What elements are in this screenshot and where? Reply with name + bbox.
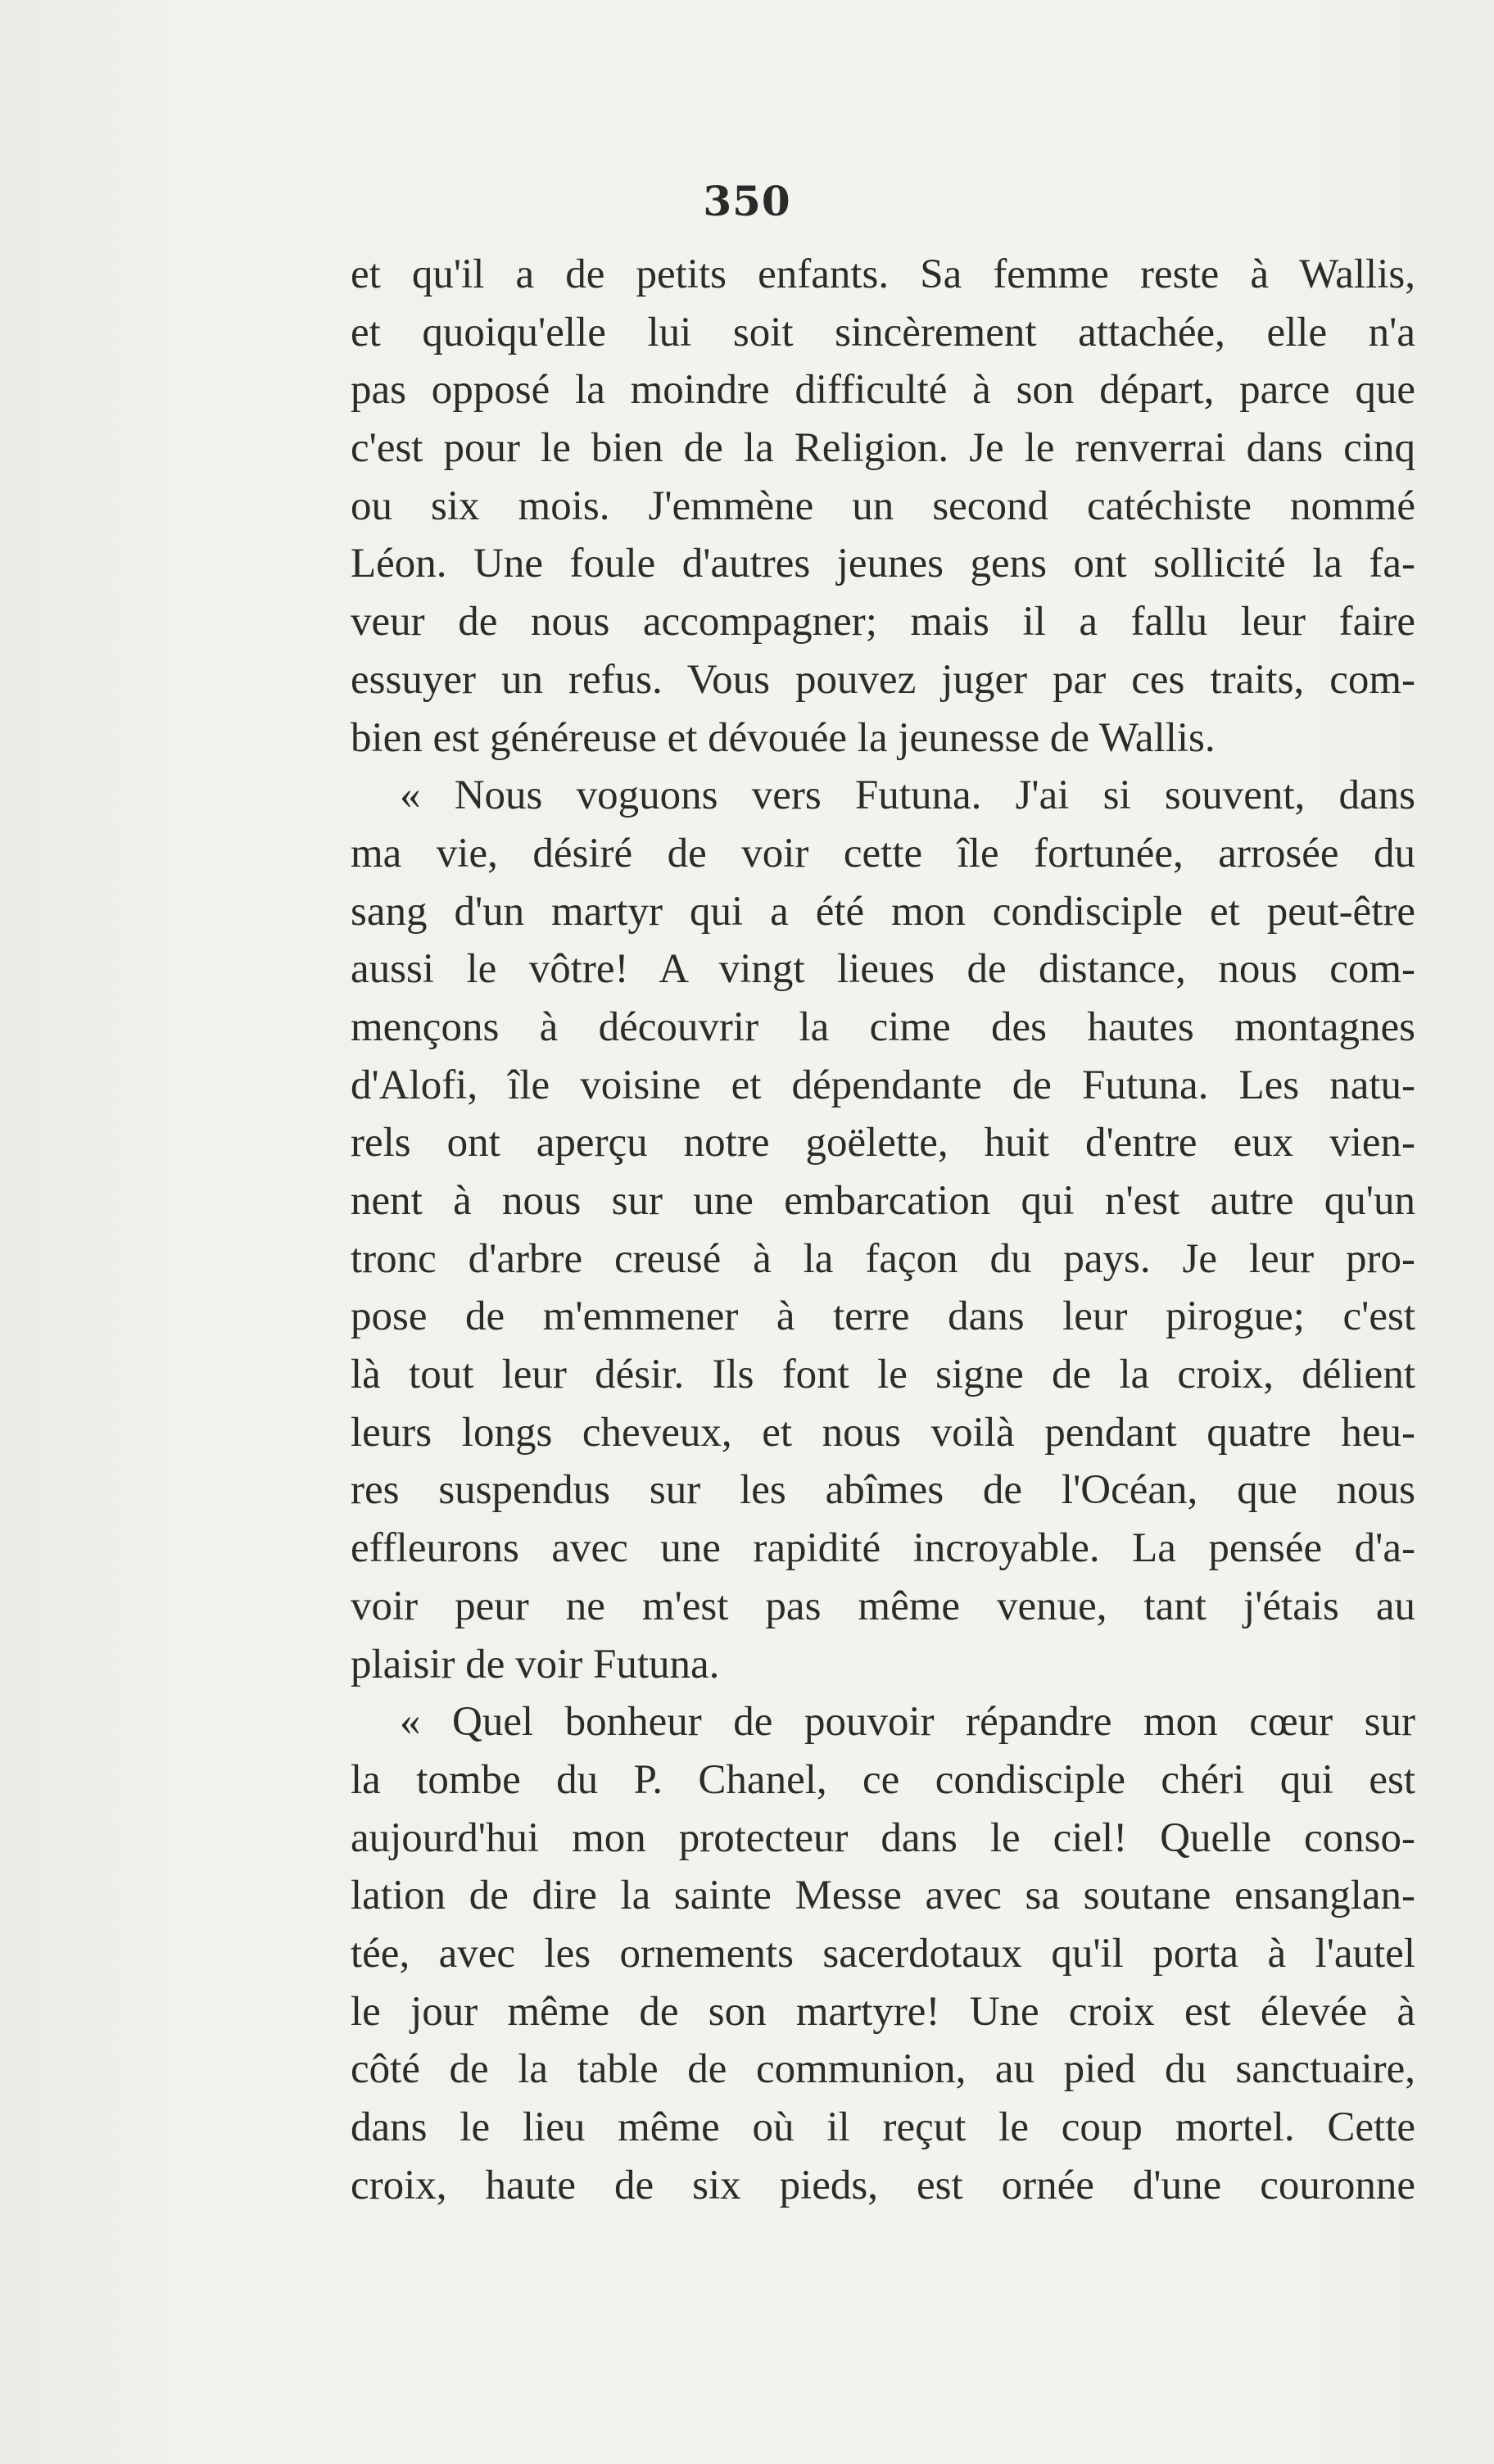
text-line: essuyer un refus. Vous pouvez juger par ces traits, com- <box>351 656 1415 703</box>
text-line: et qu'il a de petits enfants. Sa femme reste à Wallis, <box>351 251 1415 297</box>
text-line: mençons à découvrir la cime des hautes montagnes <box>351 1003 1415 1050</box>
body-text <box>351 246 1415 2214</box>
text-line: d'Alofi, île voisine et dépendante de Futuna. Les natu- <box>351 1062 1415 1108</box>
text-line: « Quel bonheur de pouvoir répandre mon cœur sur <box>400 1699 1415 1746</box>
text-line: dans le lieu même où il reçut le coup mortel. Cette <box>351 2104 1415 2150</box>
text-line: c'est pour le bien de la Religion. Je le renverrai dans cinq <box>351 425 1415 472</box>
text-line: veur de nous accompagner; mais il a fallu leur faire <box>351 599 1415 645</box>
text-line: tronc d'arbre creusé à la façon du pays. Je leur pro- <box>351 1235 1415 1282</box>
text-line: bien est généreuse et dévouée la jeunesse de Wallis. <box>351 714 1216 761</box>
text-line: voir peur ne m'est pas même venue, tant j'étais au <box>351 1583 1415 1629</box>
text-line: ma vie, désiré de voir cette île fortunée, arrosée du <box>351 830 1415 876</box>
text-line: et quoiqu'elle lui soit sincèrement attachée, elle n'a <box>351 309 1415 356</box>
text-line: tée, avec les ornements sacerdotaux qu'il porta à l'autel <box>351 1930 1415 1977</box>
text-line: le jour même de son martyre! Une croix est élevée à <box>351 1988 1415 2035</box>
text-line: rels ont aperçu notre goëlette, huit d'entre eux vien- <box>351 1120 1415 1166</box>
text-line: sang d'un martyr qui a été mon condisciple et peut-être <box>351 888 1415 935</box>
text-line: la tombe du P. Chanel, ce condisciple chéri qui est <box>351 1756 1415 1803</box>
text-line: Léon. Une foule d'autres jeunes gens ont sollicité la fa- <box>351 541 1415 587</box>
text-line: res suspendus sur les abîmes de l'Océan, que nous <box>351 1467 1415 1514</box>
text-line: lation de dire la sainte Messe avec sa soutane ensanglan- <box>351 1873 1415 1919</box>
text-line: effleurons avec une rapidité incroyable. La pensée d'a- <box>351 1525 1415 1572</box>
text-line: ou six mois. J'emmène un second catéchiste nommé <box>351 482 1415 529</box>
text-line: nent à nous sur une embarcation qui n'est autre qu'un <box>351 1178 1415 1224</box>
text-line: pas opposé la moindre difficulté à son départ, parce que <box>351 367 1415 414</box>
text-line: « Nous voguons vers Futuna. J'ai si souvent, dans <box>400 772 1415 819</box>
text-line: côté de la table de communion, au pied du sanctuaire, <box>351 2046 1415 2093</box>
text-line: aujourd'hui mon protecteur dans le ciel! Quelle conso- <box>351 1814 1415 1861</box>
text-line: pose de m'emmener à terre dans leur pirogue; c'est <box>351 1293 1415 1340</box>
page-number: 350 <box>703 177 791 225</box>
text-line: leurs longs cheveux, et nous voilà pendant quatre heu- <box>351 1409 1415 1456</box>
text-line: croix, haute de six pieds, est ornée d'une couronne <box>351 2162 1415 2208</box>
text-line: là tout leur désir. Ils font le signe de la croix, délient <box>351 1352 1415 1398</box>
text-line: aussi le vôtre! A vingt lieues de distance, nous com- <box>351 946 1415 993</box>
text-line: plaisir de voir Futuna. <box>351 1641 720 1687</box>
